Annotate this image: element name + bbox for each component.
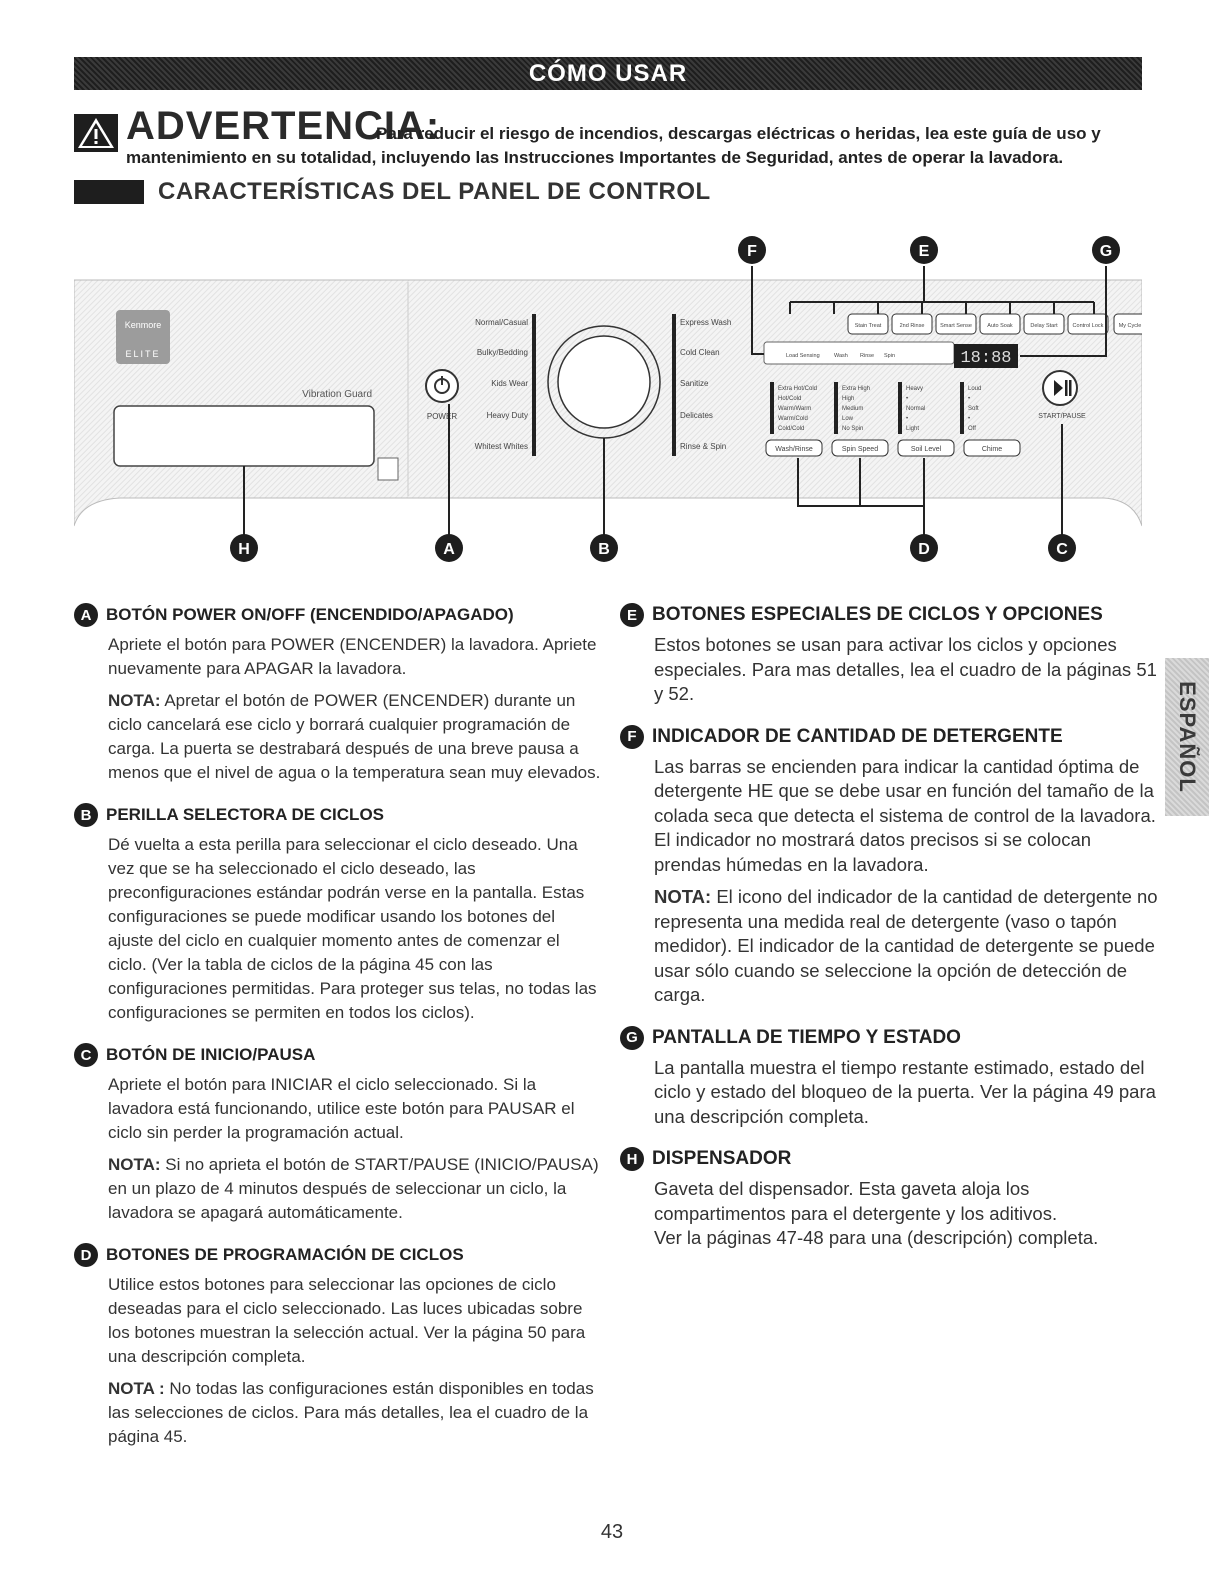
item-body: La pantalla muestra el tiempo restante estimado, estado del ciclo y estado del bloqueo de la puerta. Ver la página 49 para una descripción completa. xyxy=(654,1056,1156,1127)
language-tab xyxy=(1165,658,1209,816)
item-body: Utilice estos botones para seleccionar las opciones de ciclo deseadas para el ciclo seleccionado. Las luces ubicadas sobre los botones muestran la selección actual. Ver la página 50 para una descripción completa. xyxy=(108,1275,586,1366)
callout-C: C xyxy=(1056,541,1068,558)
special-button-label: Stain Treat xyxy=(854,323,882,329)
soil-option: Heavy xyxy=(906,386,924,392)
spin-option: Medium xyxy=(842,406,864,412)
spin-option: High xyxy=(842,396,855,402)
right-cycle: Rinse & Spin xyxy=(680,442,727,451)
item-title: PANTALLA DE TIEMPO Y ESTADO xyxy=(652,1026,961,1048)
temp-option: Warm/Cold xyxy=(778,416,808,422)
callout-D: D xyxy=(918,541,930,558)
power-button[interactable] xyxy=(426,370,458,402)
header-banner xyxy=(74,57,1142,90)
warning-line-2: mantenimiento en su totalidad, incluyendo las Instrucciones Importantes de Seguridad, antes de operar la lavadora. xyxy=(126,148,1064,167)
special-button-label: Delay Start xyxy=(1030,323,1058,329)
item-f xyxy=(620,725,1160,1008)
section-title: CARACTERÍSTICAS DEL PANEL DE CONTROL xyxy=(158,178,711,205)
item-title: BOTÓN POWER ON/OFF (ENCENDIDO/APAGADO) xyxy=(106,605,514,624)
note-text: El icono del indicador de la cantidad de detergente no representa una medida real de detergente (vaso o tapón medidor). El indicador de la cantidad de detergente se puede usar sólo cuando se seleccione la opción de detección de carga. xyxy=(654,886,1158,1005)
item-body: Las barras se encienden para indicar la cantidad óptima de detergente HE que se debe usar en función del tamaño de la colada seca que detecta el sistema de control de la lavadora. El indicador no mostrará datos precisos si se colocan prendas húmedas en la lavadora. xyxy=(654,755,1156,875)
brand-top: Kenmore xyxy=(124,320,162,330)
item-note xyxy=(108,1153,602,1225)
right-column xyxy=(620,603,1160,1269)
note-label: NOTA : xyxy=(108,1379,165,1398)
item-title: BOTÓN DE INICIO/PAUSA xyxy=(106,1045,316,1064)
callout-E: E xyxy=(918,243,930,260)
note-label: NOTA: xyxy=(654,886,712,907)
vibration-guard-label: Vibration Guard xyxy=(302,389,372,400)
temp-option: Hot/Cold xyxy=(778,396,802,402)
kenmore-logo xyxy=(116,310,170,364)
left-cycle: Kids Wear xyxy=(491,379,528,388)
item-d xyxy=(74,1243,602,1449)
item-title: INDICADOR DE CANTIDAD DE DETERGENTE xyxy=(652,725,1063,747)
item-body: Gaveta del dispensador. Esta gaveta aloja los compartimentos para el detergente y los aditivos. xyxy=(654,1178,1058,1224)
chime-option: • xyxy=(968,396,971,402)
badge-a: A xyxy=(74,603,98,627)
header-title: CÓMO USAR xyxy=(528,59,688,87)
callout-A: A xyxy=(443,541,455,558)
spin-option: No Spin xyxy=(842,426,864,432)
item-body: Apriete el botón para POWER (ENCENDER) la lavadora. Apriete nuevamente para APAGAR la lavadora. xyxy=(108,635,597,678)
item-body: Dé vuelta a esta perilla para seleccionar el ciclo deseado. Una vez que se ha seleccionado el ciclo deseado, las preconfiguraciones estándar podrán verse en la pantalla. Estas configuraciones se puede modificar usando los botones del ajuste del ciclo en cualquier momento antes de comenzar el ciclo. (Ver la tabla de ciclos de la página 45 con las configuraciones permitidas. Para proteger sus telas, no todas las configuraciones se permiten en todos los ciclos). xyxy=(108,835,597,1022)
special-button-label: Smart Sense xyxy=(940,323,972,329)
option-button-label: Soil Level xyxy=(910,446,942,453)
note-label: NOTA: xyxy=(108,1155,161,1174)
spin-option: Extra High xyxy=(842,386,871,392)
display-digits: 18:88 xyxy=(960,349,1012,368)
dispenser-drawer[interactable] xyxy=(114,406,374,466)
start-pause-label: START/PAUSE xyxy=(1038,413,1086,420)
page-number: 43 xyxy=(600,1521,624,1543)
warning-text xyxy=(126,104,1156,146)
item-note xyxy=(108,1377,602,1449)
badge-g: G xyxy=(620,1026,644,1050)
special-button-label: Auto Soak xyxy=(987,323,1013,329)
badge-d: D xyxy=(74,1243,98,1267)
spin-option: Low xyxy=(842,416,854,422)
temp-option: Extra Hot/Cold xyxy=(778,386,818,392)
status-label: Spin xyxy=(884,353,896,359)
status-label: Wash xyxy=(834,353,848,359)
item-b xyxy=(74,803,602,1025)
language-label: ESPAÑOL xyxy=(1175,681,1200,793)
section-heading xyxy=(74,178,711,206)
chime-option: Soft xyxy=(968,406,979,412)
badge-h: H xyxy=(620,1147,644,1171)
note-label: NOTA: xyxy=(108,691,161,710)
left-cycle: Normal/Casual xyxy=(475,318,528,327)
item-title: BOTONES ESPECIALES DE CICLOS Y OPCIONES xyxy=(652,604,1103,625)
left-column xyxy=(74,603,602,1467)
soil-option: Normal xyxy=(906,406,926,412)
note-text: No todas las configuraciones están disponibles en todas las selecciones de ciclos. Para más detalles, lea el cuadro de la página 45. xyxy=(108,1379,594,1446)
item-title: BOTONES DE PROGRAMACIÓN DE CICLOS xyxy=(106,1245,464,1264)
brand-bottom: ELITE xyxy=(125,349,161,359)
badge-e: E xyxy=(620,603,644,627)
soil-option: Light xyxy=(906,426,920,432)
special-button-label: My Cycle xyxy=(1118,323,1142,329)
item-body: Estos botones se usan para activar los ciclos y opciones especiales. Para mas detalles, lea el cuadro de la páginas 51 y 52. xyxy=(654,634,1157,704)
option-button-label: Spin Speed xyxy=(841,446,879,453)
item-e xyxy=(620,603,1160,707)
badge-f: F xyxy=(620,725,644,749)
soil-option: • xyxy=(906,396,909,402)
status-label: Rinse xyxy=(860,353,875,359)
left-cycle: Heavy Duty xyxy=(486,411,528,420)
special-button-label: Control Lock xyxy=(1072,323,1104,329)
power-label: POWER xyxy=(426,412,458,421)
right-cycle: Express Wash xyxy=(680,318,732,327)
right-cycle: Cold Clean xyxy=(680,348,720,357)
item-c xyxy=(74,1043,602,1225)
temp-option: Warm/Warm xyxy=(778,406,812,412)
warning-line-1: Para reducir el riesgo de incendios, descargas eléctricas o heridas, lea este guía de uso y xyxy=(376,124,1101,143)
item-note xyxy=(654,885,1160,1008)
item-a xyxy=(74,603,602,785)
special-button-label: 2nd Rinse xyxy=(899,323,925,329)
callout-H: H xyxy=(238,541,250,558)
note-text: Si no aprieta el botón de START/PAUSE (INICIO/PAUSA) en un plazo de 4 minutos después de seleccionar un ciclo, la lavadora se apagará automáticamente. xyxy=(108,1155,599,1222)
status-label: Load Sensing xyxy=(786,353,820,359)
left-cycle: Bulky/Bedding xyxy=(476,348,528,357)
item-body-2: Ver la páginas 47-48 para una (descripción) completa. xyxy=(654,1227,1099,1248)
callout-F: F xyxy=(747,243,757,260)
item-h xyxy=(620,1147,1160,1251)
callout-G: G xyxy=(1099,243,1113,260)
cycle-selector-knob[interactable] xyxy=(548,326,660,438)
note-text: Apretar el botón de POWER (ENCENDER) durante un ciclo cancelará ese ciclo y borrará cualquier programación de carga. La puerta se destrabará después de una breve pausa a menos que el nivel de agua o la temperatura sean muy elevados. xyxy=(108,691,601,782)
heading-marker xyxy=(74,180,144,204)
warning-icon xyxy=(74,114,118,152)
start-pause-button[interactable] xyxy=(1043,371,1077,405)
soil-option: • xyxy=(906,416,909,422)
warning-title: ADVERTENCIA: xyxy=(126,104,441,148)
badge-b: B xyxy=(74,803,98,827)
right-cycle: Delicates xyxy=(680,411,713,420)
badge-c: C xyxy=(74,1043,98,1067)
item-body: Apriete el botón para INICIAR el ciclo seleccionado. Si la lavadora está funcionando, utilice este botón para PAUSAR el ciclo sin perder la programación actual. xyxy=(108,1075,575,1142)
left-cycle: Whitest Whites xyxy=(474,442,528,451)
temp-option: Cold/Cold xyxy=(778,426,805,432)
chime-option: Off xyxy=(968,426,976,432)
option-button-label: Wash/Rinse xyxy=(775,446,813,453)
chime-option: • xyxy=(968,416,971,422)
item-title: PERILLA SELECTORA DE CICLOS xyxy=(106,805,385,824)
item-g xyxy=(620,1026,1160,1130)
right-cycle: Sanitize xyxy=(680,379,709,388)
chime-option: Loud xyxy=(968,386,982,392)
option-button-label: Chime xyxy=(981,446,1003,453)
callout-B: B xyxy=(598,541,610,558)
control-panel-illustration xyxy=(74,230,1142,590)
item-title: DISPENSADOR xyxy=(652,1148,792,1169)
item-note xyxy=(108,689,602,785)
